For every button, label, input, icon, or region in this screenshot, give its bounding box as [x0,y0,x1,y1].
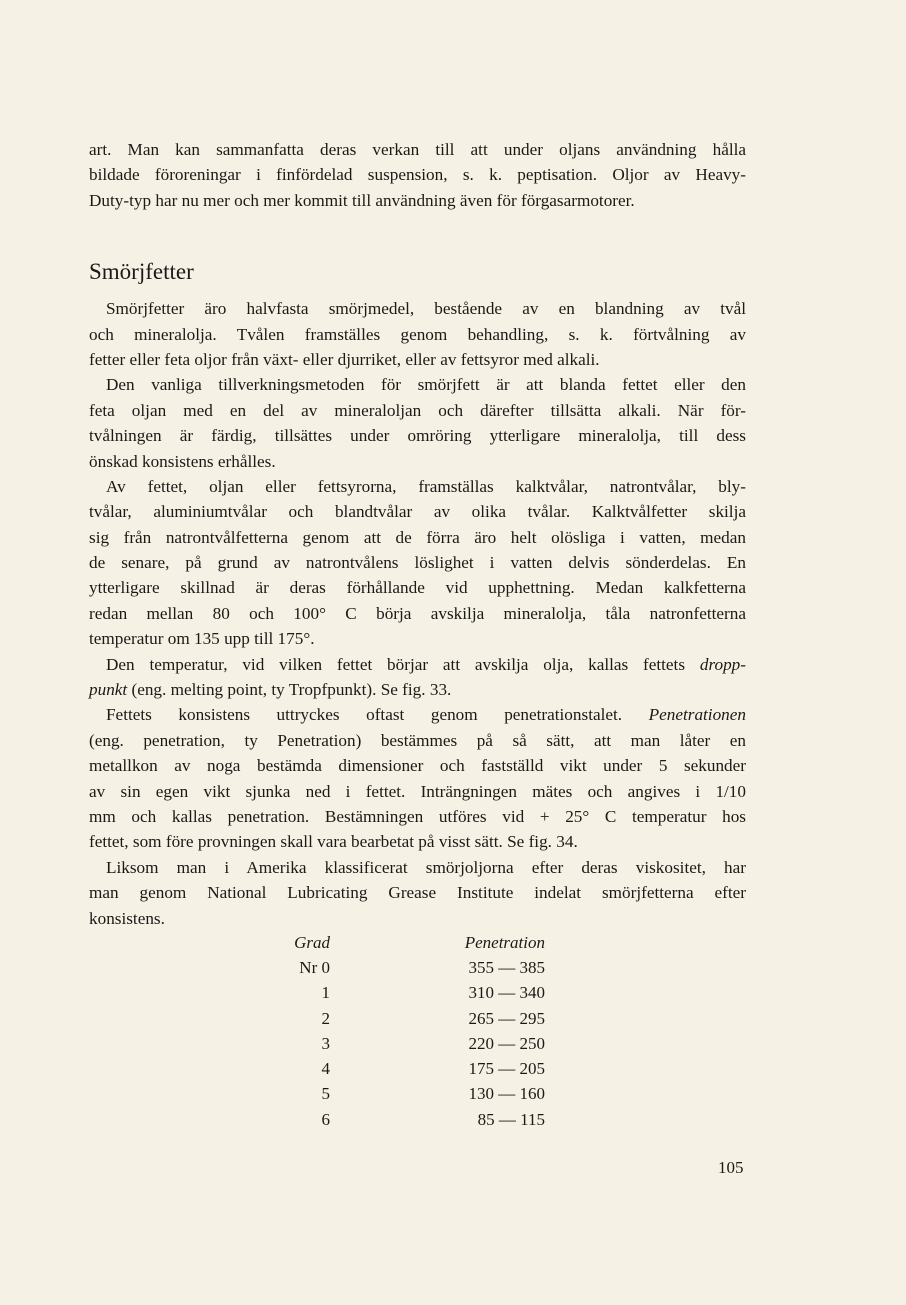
text-line: ytterligare skillnad är deras förhållande vid upphettning. Medan kalkfetterna [89,578,746,598]
paragraph [89,652,746,703]
italic-term: punkt [89,680,128,700]
intro-paragraph [89,137,746,213]
grade-cell: Nr 0 [299,957,330,977]
text-line: tvålar, aluminiumtvålar och blandtvålar av olika tvålar. Kalktvålfetter skilja [89,502,746,522]
text-segment: (eng. melting point, ty Tropfpunkt). Se fig. 33. [127,680,452,700]
text-line: bildade föroreningar i finfördelad suspension, s. k. peptisation. Oljor av Heavy- [89,165,746,185]
penetration-value: 265 — 295 [468,1008,545,1028]
penetration-value: 85 — 115 [477,1109,545,1129]
text-line: metallkon av noga bestämda dimensioner och fastställd vikt under 5 sekunder [89,756,746,776]
table-header-row [240,930,545,955]
text-line: fetter eller feta oljor från växt- eller djurriket, eller av fettsyror med alkali. [89,349,600,369]
penetration-cell [330,955,545,980]
paragraph [89,474,746,652]
page-body [89,137,746,931]
penetration-cell [330,1031,545,1056]
table-row [240,1006,545,1031]
grade-cell: 6 [321,1109,330,1129]
text-line: mm och kallas penetration. Bestämningen utföres vid + 25° C temperatur hos [89,806,746,826]
text-line: de senare, på grund av natrontvålens löslighet i vatten delvis sönderdelas. En [89,553,746,573]
text-line: av sin egen vikt sjunka ned i fettet. Inträngningen mätes och angives i 1/10 [89,781,746,801]
text-line: Duty-typ har nu mer och mer kommit till användning även för förgasarmotorer. [89,190,635,210]
text-line: Liksom man i Amerika klassificerat smörjoljorna efter deras viskositet, har [106,857,746,877]
italic-term: dropp- [699,654,746,674]
text-line: önskad konsistens erhålles. [89,451,276,471]
paragraph [89,855,746,931]
penetration-cell [330,1056,545,1081]
text-line [89,652,746,677]
text-line: sig från natrontvålfetterna genom att de förra äro helt olösliga i vatten, medan [89,527,746,547]
text-segment: Den temperatur, vid vilken fettet börjar att avskilja olja, kallas fettets [106,654,700,674]
penetration-cell [330,1006,545,1031]
grade-cell: 1 [321,983,330,1003]
penetration-value: 220 — 250 [468,1033,545,1053]
text-line: konsistens. [89,908,165,928]
text-line: och mineralolja. Tvålen framställes genom behandling, s. k. förtvålning av [89,324,746,344]
penetration-value: 175 — 205 [468,1059,545,1079]
grade-cell: 2 [321,1008,330,1028]
table-row [240,981,545,1006]
paragraph [89,296,746,372]
header-penetration-label: Penetration [464,932,545,952]
text-line [89,702,746,727]
text-line [89,677,746,702]
penetration-cell [330,1082,545,1107]
grade-cell: 3 [321,1033,330,1053]
text-line: fettet, som före provningen skall vara bearbetat på visst sätt. Se fig. 34. [89,832,578,852]
penetration-cell [330,1107,545,1132]
grade-cell: 4 [321,1059,330,1079]
text-line: feta oljan med en del av mineraloljan och därefter tillsätta alkali. När för- [89,400,746,420]
table-row [240,1056,545,1081]
table-row [240,955,545,980]
paragraph [89,702,746,854]
text-segment: Fettets konsistens uttryckes oftast genom penetrationstalet. [106,705,649,725]
paragraph [89,372,746,474]
text-line: redan mellan 80 och 100° C börja avskilja mineralolja, tåla natronfetterna [89,603,746,623]
grade-cell: 5 [321,1084,330,1104]
text-line: Smörjfetter äro halvfasta smörjmedel, bestående av en blandning av tvål [106,299,746,319]
text-line: temperatur om 135 upp till 175°. [89,629,315,649]
penetration-value: 310 — 340 [468,983,545,1003]
penetration-value: 130 — 160 [468,1084,545,1104]
text-line: Den vanliga tillverkningsmetoden för smörjfett är att blanda fettet eller den [106,375,746,395]
penetration-value: 355 — 385 [468,957,545,977]
header-grad: Grad [294,932,330,952]
table-row [240,1107,545,1132]
table-row [240,1031,545,1056]
header-penetration [330,930,545,955]
text-line: man genom National Lubricating Grease Institute indelat smörjfetterna efter [89,883,746,903]
text-line: tvålningen är färdig, tillsättes under omröring ytterligare mineralolja, till dess [89,426,746,446]
text-line: Av fettet, oljan eller fettsyrorna, framställas kalktvålar, natrontvålar, bly- [106,476,746,496]
text-line: (eng. penetration, ty Penetration) bestämmes på så sätt, att man låter en [89,730,746,750]
table-row [240,1082,545,1107]
italic-term: Penetrationen [648,705,746,725]
section-heading: Smörjfetter [89,259,194,285]
page-number: 105 [718,1158,744,1177]
penetration-table [240,930,545,1132]
penetration-cell [330,981,545,1006]
text-line: art. Man kan sammanfatta deras verkan till att under oljans användning hålla [89,140,746,159]
